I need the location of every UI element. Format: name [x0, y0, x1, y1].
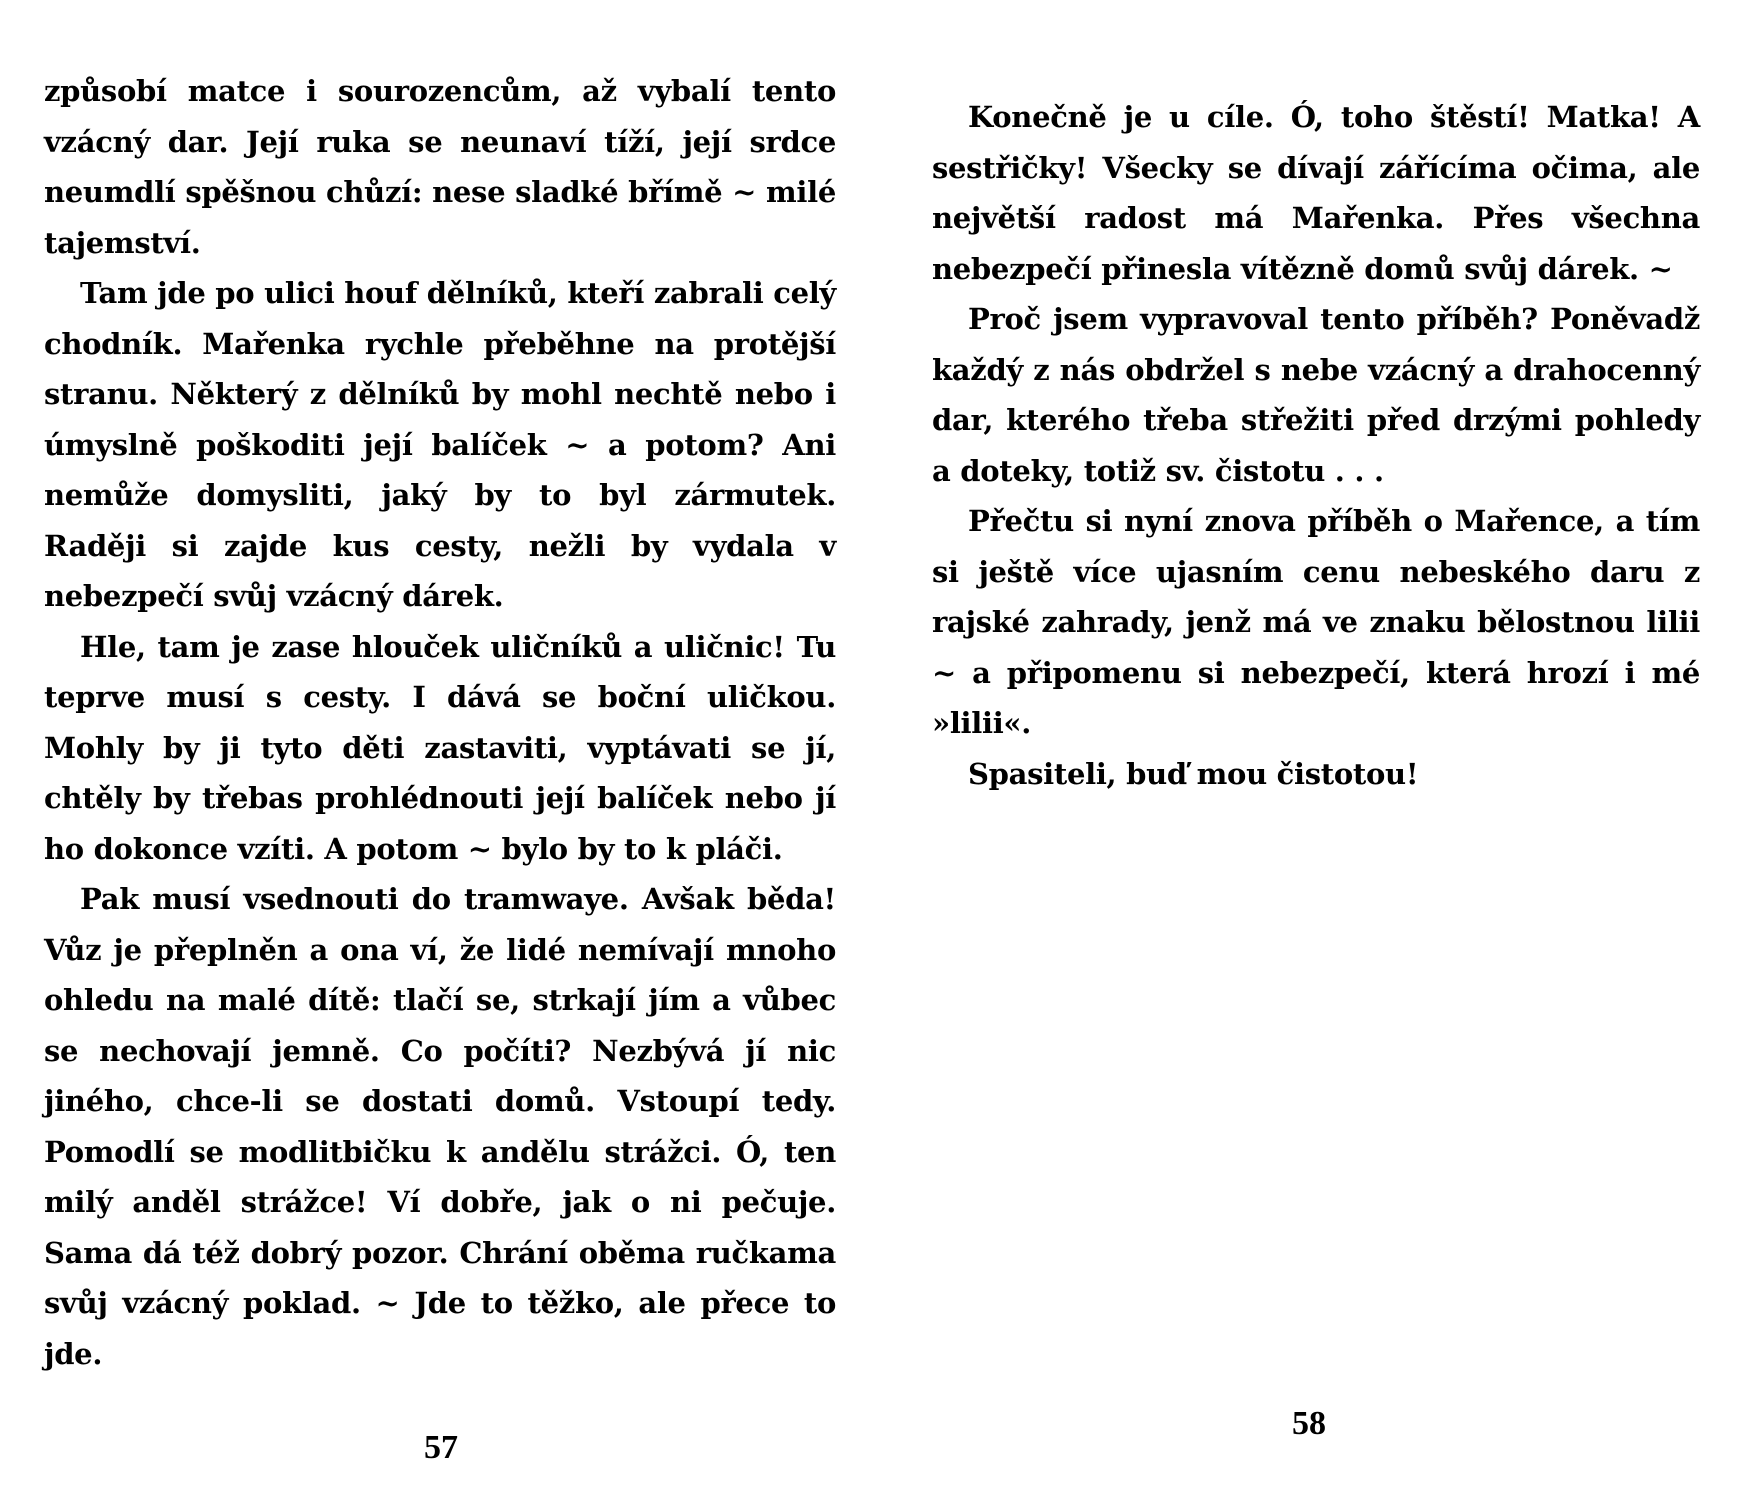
paragraph: Pak musí vsednouti do tramwaye. Avšak běda! Vůz je přeplněn a ona ví, že lidé nemívají mnoho ohledu na malé dítě: tlačí se, strkají jím a vůbec se nechovají jemně. Co počíti? Nezbývá jí nic jiného, chce-li se dostati domů. Vstoupí tedy. Pomodlí se modlitbičku k andělu strážci. Ó, ten milý anděl strážce! Ví dobře, jak o ni pečuje. Sama dá též dobrý pozor. Chrání oběma ručkama svůj vzácný poklad. ~ Jde to těžko, ale přece to jde. [44, 882, 836, 1371]
right-page-text [932, 92, 1700, 799]
paragraph: Spasiteli, buď mou čistotou! [968, 756, 1419, 791]
paragraph: Tam jde po ulici houf dělníků, kteří zabrali celý chodník. Mařenka rychle přeběhne na protější stranu. Některý z dělníků by mohl nechtě nebo i úmyslně poškoditi její balíček ~ a potom? Ani nemůže domysliti, jaký by to byl zármutek. Raději si zajde kus cesty, nežli by vydala v nebezpečí svůj vzácný dárek. [44, 276, 836, 613]
paragraph: způsobí matce i sourozencům, až vybalí tento vzácný dar. Její ruka se neunaví tíží, její srdce neumdlí spěšnou chůzí: nese sladké břímě ~ milé tajemství. [44, 74, 836, 260]
paragraph: Hle, tam je zase hlouček uličníků a uličnic! Tu teprve musí s cesty. I dává se boční uličkou. Mohly by ji tyto děti zastaviti, vyptávati se jí, chtěly by třebas prohlédnouti její balíček nebo jí ho dokonce vzíti. A potom ~ bylo by to k pláči. [44, 629, 836, 866]
right-page [872, 0, 1744, 1500]
paragraph: Přečtu si nyní znova příběh o Mařence, a tím si ještě více ujasním cenu nebeského daru z rajské zahrady, jenž má ve znaku bělostnou lilii ~ a připomenu si nebezpečí, která hrozí i mé »lilii«. [932, 504, 1700, 740]
page-number: 58 [1292, 1405, 1326, 1442]
paragraph: Proč jsem vypravoval tento příběh? Poněvadž každý z nás obdržel s nebe vzácný a drahocenný dar, kterého třeba střežiti před drzými pohledy a doteky, totiž sv. čistotu . . . [932, 302, 1700, 488]
paragraph: Konečně je u cíle. Ó, toho štěstí! Matka! A sestřičky! Všecky se dívají zářícíma očima, ale největší radost má Mařenka. Přes všechna nebezpečí přinesla vítězně domů svůj dárek. ~ [932, 100, 1700, 286]
left-page-text [44, 66, 836, 1379]
page-number: 57 [424, 1429, 458, 1466]
